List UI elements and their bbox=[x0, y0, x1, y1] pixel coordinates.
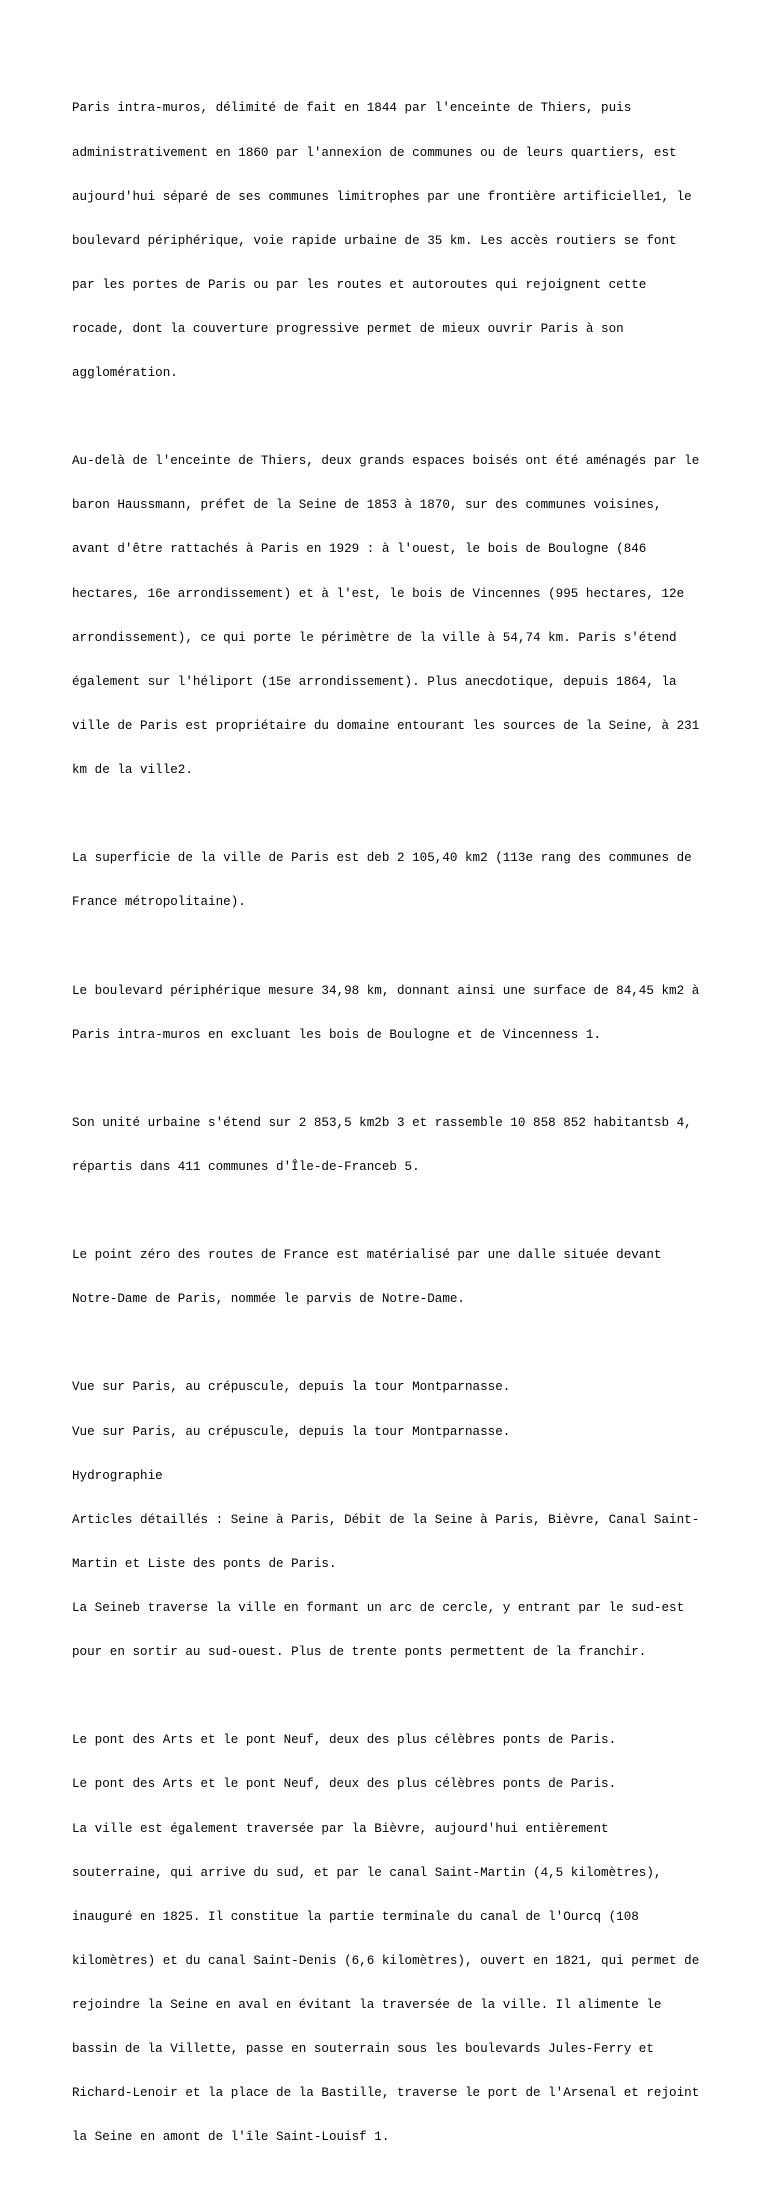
text-line: Notre-Dame de Paris, nommée le parvis de Notre-Dame. bbox=[72, 1292, 465, 1307]
text-line: rejoindre la Seine en aval en évitant la traversée de la ville. Il alimente le bbox=[72, 1998, 662, 2012]
text-line: par les portes de Paris ou par les routes et autoroutes qui rejoignent cette bbox=[72, 277, 647, 292]
text-line: km de la ville2. bbox=[72, 763, 193, 778]
text-line: Au-delà de l'enceinte de Thiers, deux grands espaces boisés ont été aménagés par le bbox=[72, 454, 700, 469]
text-line: La Seineb traverse la ville en formant un arc de cercle, y entrant par le sud-est bbox=[72, 1601, 685, 1616]
text-line: Le pont des Arts et le pont Neuf, deux des plus célèbres ponts de Paris. bbox=[72, 1777, 617, 1792]
paragraph-intra-muros bbox=[72, 72, 712, 410]
text-line: Paris intra-muros, délimité de fait en 1844 par l'enceinte de Thiers, puis bbox=[72, 101, 632, 116]
text-line: boulevard périphérique, voie rapide urbaine de 35 km. Les accès routiers se font bbox=[72, 233, 677, 248]
text-line: La ville est également traversée par la Bièvre, aujourd'hui entièrement bbox=[72, 1821, 609, 1836]
paragraph-peripherique bbox=[72, 954, 712, 1072]
text-line: hectares, 16e arrondissement) et à l'est, le bois de Vincennes (995 hectares, 12e bbox=[72, 586, 685, 601]
text-line: Articles détaillés : Seine à Paris, Débit de la Seine à Paris, Bièvre, Canal Saint- bbox=[72, 1512, 700, 1527]
paragraph-hydrographie bbox=[72, 1351, 712, 1689]
text-line: Paris intra-muros en excluant les bois de Boulogne et de Vincenness 1. bbox=[72, 1027, 602, 1042]
text-line: aujourd'hui séparé de ses communes limitrophes par une frontière artificielle1, le bbox=[72, 189, 692, 204]
text-line: bassin de la Villette, passe en souterrain sous les boulevards Jules-Ferry et bbox=[72, 2042, 654, 2057]
paragraph-canaux bbox=[72, 1704, 712, 2175]
text-line: agglomération. bbox=[72, 366, 178, 381]
text-line: Vue sur Paris, au crépuscule, depuis la tour Montparnasse. bbox=[72, 1424, 511, 1439]
paragraph-point-zero bbox=[72, 1219, 712, 1337]
text-line: pour en sortir au sud-ouest. Plus de trente ponts permettent de la franchir. bbox=[72, 1645, 647, 1660]
text-line: également sur l'héliport (15e arrondissement). Plus anecdotique, depuis 1864, la bbox=[72, 674, 677, 689]
text-line: arrondissement), ce qui porte le périmètre de la ville à 54,74 km. Paris s'étend bbox=[72, 630, 677, 645]
text-line: Le point zéro des routes de France est matérialisé par une dalle située devant bbox=[72, 1248, 662, 1263]
paragraph-superficie bbox=[72, 822, 712, 940]
text-line: souterraine, qui arrive du sud, et par le canal Saint-Martin (4,5 kilomètres), bbox=[72, 1865, 662, 1880]
paragraph-unite-urbaine bbox=[72, 1086, 712, 1204]
text-line: baron Haussmann, préfet de la Seine de 1853 à 1870, sur des communes voisines, bbox=[72, 498, 662, 513]
text-line: Vue sur Paris, au crépuscule, depuis la tour Montparnasse. bbox=[72, 1380, 511, 1395]
text-line: Martin et Liste des ponts de Paris. bbox=[72, 1556, 337, 1571]
text-line: Le pont des Arts et le pont Neuf, deux des plus célèbres ponts de Paris. bbox=[72, 1733, 617, 1748]
text-line: Richard-Lenoir et la place de la Bastille, traverse le port de l'Arsenal et rejoint bbox=[72, 2086, 700, 2101]
document-page bbox=[72, 72, 712, 2189]
text-line: Son unité urbaine s'étend sur 2 853,5 km2b 3 et rassemble 10 858 852 habitantsb 4, bbox=[72, 1115, 692, 1130]
text-line: rocade, dont la couverture progressive permet de mieux ouvrir Paris à son bbox=[72, 321, 624, 336]
text-line: répartis dans 411 communes d'Île-de-Franceb 5. bbox=[72, 1159, 420, 1174]
text-line: inauguré en 1825. Il constitue la partie terminale du canal de l'Ourcq (108 bbox=[72, 1909, 639, 1924]
text-line: Le boulevard périphérique mesure 34,98 km, donnant ainsi une surface de 84,45 km2 à bbox=[72, 983, 700, 998]
paragraph-bois bbox=[72, 425, 712, 807]
text-line: administrativement en 1860 par l'annexion de communes ou de leurs quartiers, est bbox=[72, 145, 677, 160]
text-line: France métropolitaine). bbox=[72, 895, 246, 910]
text-line: kilomètres) et du canal Saint-Denis (6,6 kilomètres), ouvert en 1821, qui permet de bbox=[72, 1953, 700, 1968]
text-line: la Seine en amont de l'île Saint-Louisf 1. bbox=[72, 2130, 390, 2145]
text-line: avant d'être rattachés à Paris en 1929 : à l'ouest, le bois de Boulogne (846 bbox=[72, 542, 647, 557]
section-heading: Hydrographie bbox=[72, 1468, 163, 1483]
text-line: La superficie de la ville de Paris est deb 2 105,40 km2 (113e rang des communes de bbox=[72, 851, 692, 866]
text-line: ville de Paris est propriétaire du domaine entourant les sources de la Seine, à 231 bbox=[72, 718, 700, 733]
